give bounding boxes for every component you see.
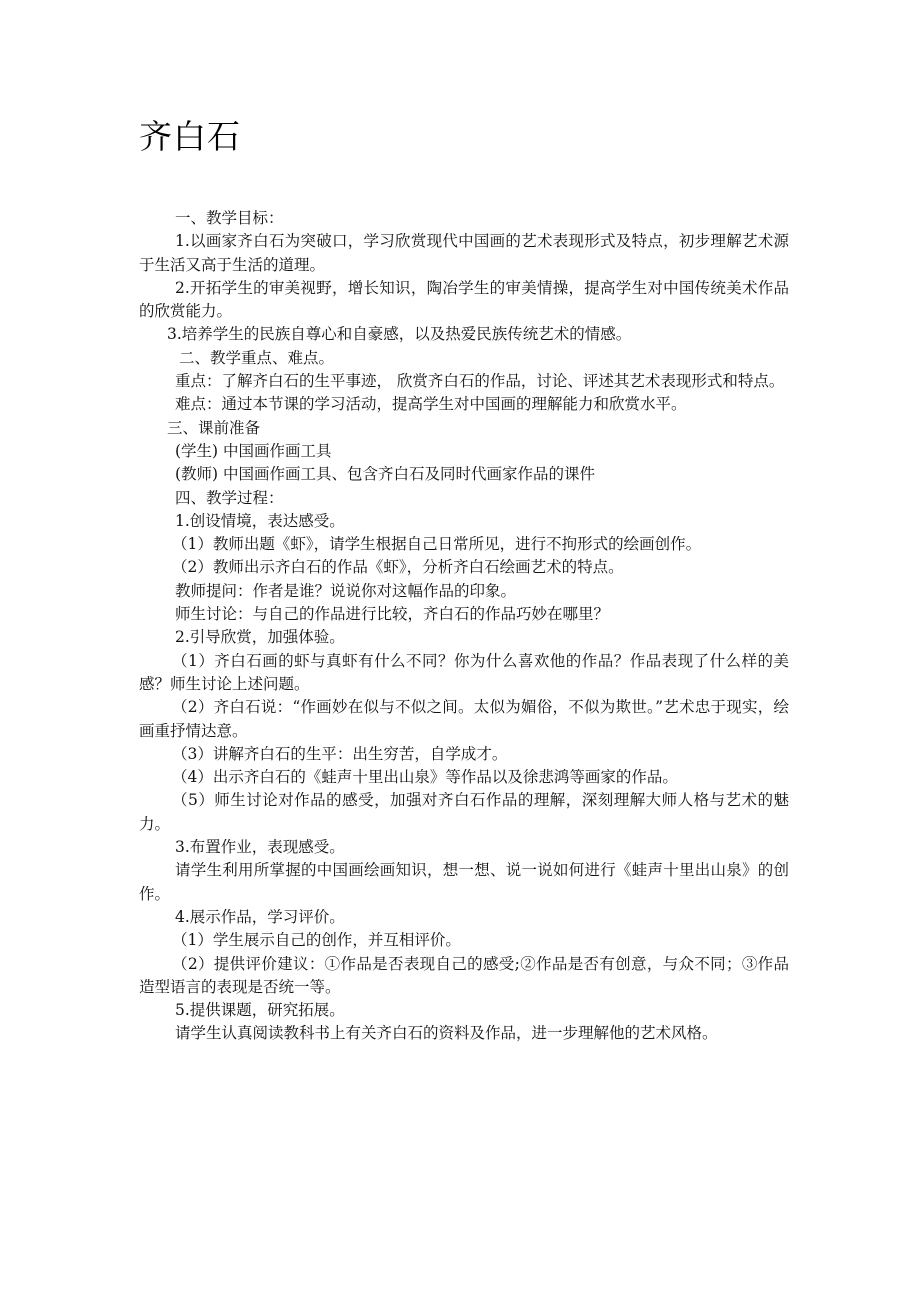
process-paragraph: （1）齐白石画的虾与真虾有什么不同？你为什么喜欢他的作品？作品表现了什么样的美感？师生讨论上述问题。 — [139, 651, 789, 693]
process-paragraph: （2）齐白石说：“作画妙在似与不似之间。太似为媚俗，不似为欺世。”艺术忠于现实，绘画重抒情达意。 — [139, 698, 789, 740]
page-title: 齐白石 — [139, 117, 241, 156]
process-paragraph: 教师提问：作者是谁？说说你对这幅作品的印象。 — [175, 581, 517, 600]
objective-paragraph: 2.开拓学生的审美视野，增长知识，陶冶学生的审美情操，提高学生对中国传统美术作品的欣赏能力。 — [139, 278, 789, 321]
process-paragraph: （1）学生展示自己的创作，并互相评价。 — [172, 931, 461, 950]
process-paragraph: 请学生利用所掌握的中国画绘画知识，想一想、说一说如何进行《蛙声十里出山泉》的创作。 — [139, 861, 789, 903]
process-paragraph: （4）出示齐白石的《蛙声十里出山泉》等作品以及徐悲鸿等画家的作品。 — [172, 768, 678, 787]
objective-paragraph: 1.以画家齐白石为突破口，学习欣赏现代中国画的艺术表现形式及特点，初步理解艺术源于生活又高于生活的道理。 — [139, 232, 789, 274]
document-body — [139, 207, 789, 1046]
process-paragraph: （2）提供评价建议：①作品是否表现自己的感受;②作品是否有创意，与众不同；③作品造型语言的表现是否统一等。 — [139, 954, 789, 996]
process-paragraph: 师生讨论：与自己的作品进行比较，齐白石的作品巧妙在哪里？ — [175, 605, 610, 624]
key-point-paragraph: 重点：了解齐白石的生平事迹， 欣赏齐白石的作品，讨论、评述其艺术表现形式和特点。 — [175, 372, 785, 391]
process-paragraph: （5）师生讨论对作品的感受，加强对齐白石作品的理解，深刻理解大师人格与艺术的魅力。 — [139, 791, 789, 833]
section-heading-objectives: 一、教学目标： — [175, 209, 284, 227]
process-step-heading: 4.展示作品，学习评价。 — [175, 907, 345, 926]
process-step-heading: 1.创设情境，表达感受。 — [175, 511, 345, 530]
objective-paragraph: 3.培养学生的民族自尊心和自豪感，以及热爱民族传统艺术的情感。 — [167, 325, 632, 344]
section-heading-key-points: 二、教学重点、难点。 — [179, 348, 335, 367]
process-paragraph: （2）教师出示齐白石的作品《虾》，分析齐白石绘画艺术的特点。 — [172, 558, 624, 577]
section-heading-preparation: 三、课前准备 — [167, 418, 261, 437]
preparation-item: (教师) 中国画作画工具、包含齐白石及同时代画家作品的课件 — [175, 465, 596, 484]
process-step-heading: 2.引导欣赏，加强体验。 — [175, 628, 345, 647]
section-heading-process: 四、教学过程： — [175, 488, 284, 507]
process-paragraph: （3）讲解齐白石的生平：出生穷苦，自学成才。 — [172, 744, 508, 763]
process-step-heading: 5.提供课题，研究拓展。 — [175, 1001, 345, 1020]
process-paragraph: （1）教师出题《虾》，请学生根据自己日常所见，进行不拘形式的绘画创作。 — [172, 535, 702, 554]
difficulty-paragraph: 难点：通过本节课的学习活动，提高学生对中国画的理解能力和欣赏水平。 — [175, 395, 687, 414]
process-step-heading: 3.布置作业，表现感受。 — [175, 838, 345, 857]
process-paragraph: 请学生认真阅读教科书上有关齐白石的资料及作品，进一步理解他的艺术风格。 — [175, 1024, 718, 1043]
preparation-item: (学生) 中国画作画工具 — [175, 441, 332, 460]
